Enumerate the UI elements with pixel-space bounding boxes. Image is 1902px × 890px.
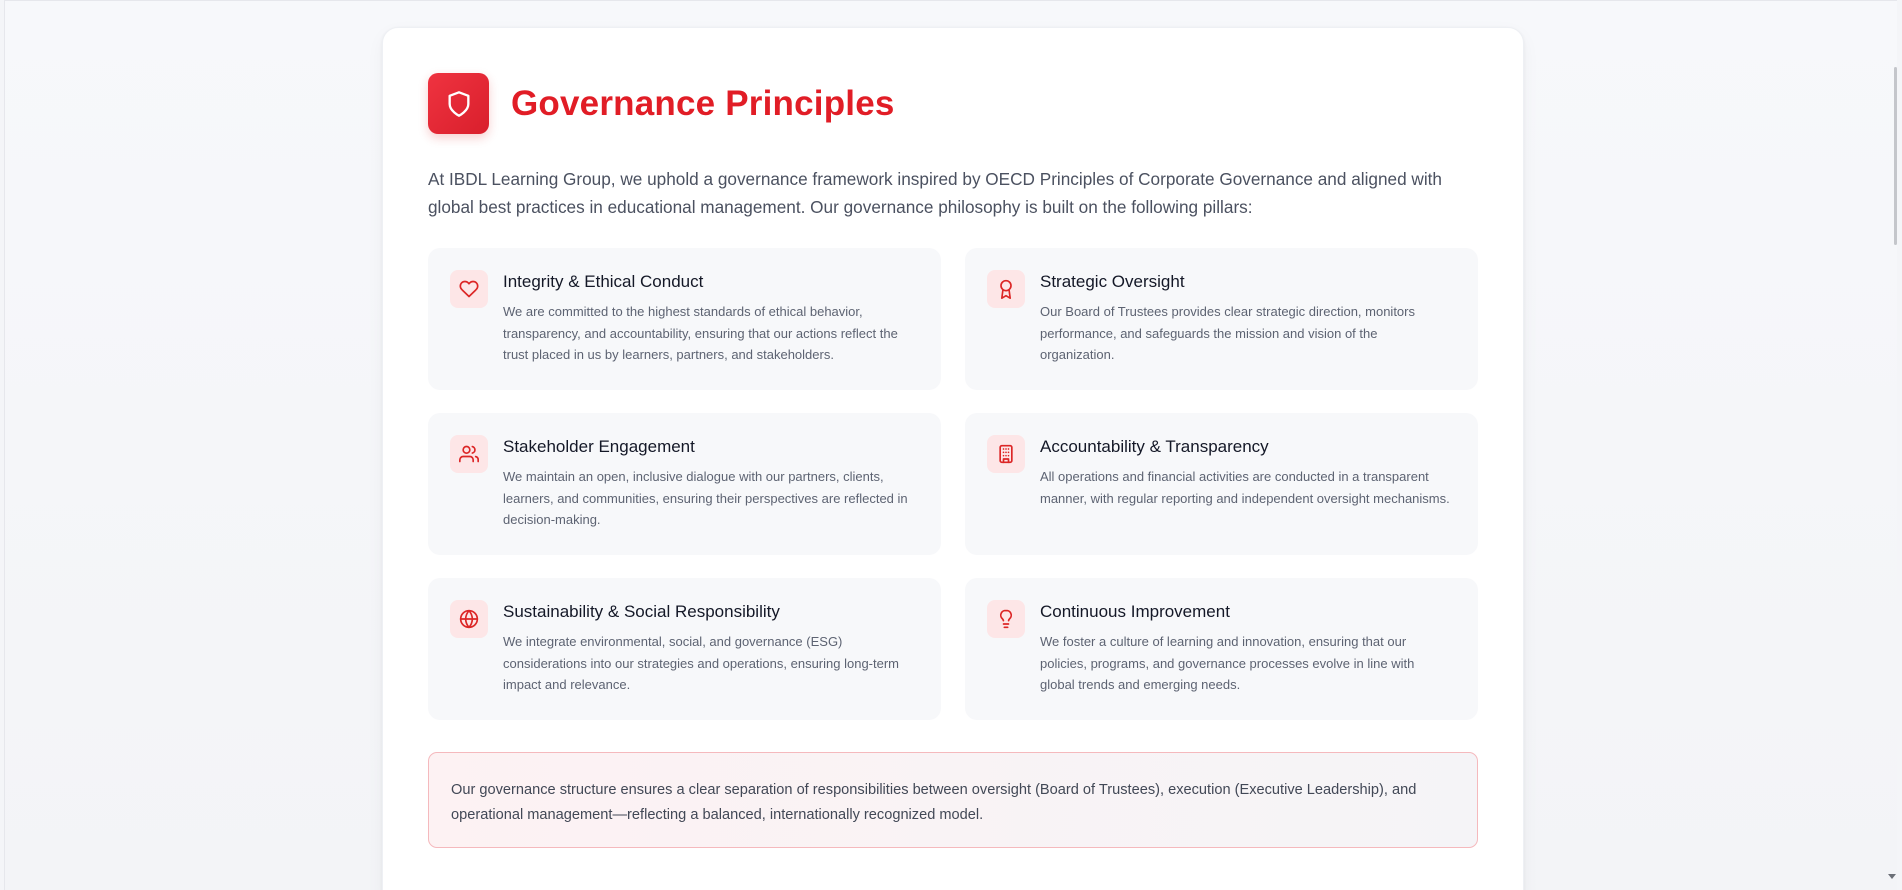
- pillar-card-accountability: [965, 413, 1478, 555]
- pillar-title: Strategic Oversight: [1040, 272, 1185, 291]
- pillar-description: We integrate environmental, social, and governance (ESG) considerations into our strategies and operations, ensuring long-term impact and relevance.: [503, 634, 900, 692]
- shield-icon: [428, 73, 489, 134]
- intro-paragraph: At IBDL Learning Group, we uphold a governance framework inspired by OECD Principles of Corporate Governance and aligned with global best practices in educational management. Our governance philosophy is built on the following pillars:: [428, 169, 1442, 217]
- globe-icon: [450, 600, 488, 638]
- heart-icon: [450, 270, 488, 308]
- pillar-title: Sustainability & Social Responsibility: [503, 602, 780, 621]
- pillar-title: Stakeholder Engagement: [503, 437, 695, 456]
- users-icon: [450, 435, 488, 473]
- governance-card: [382, 27, 1524, 890]
- award-icon: [987, 270, 1025, 308]
- governance-structure-note: Our governance structure ensures a clear separation of responsibilities between oversight (Board of Trustees), execution (Executive Leadership), and operational management—reflecting a balanced, internationally recognized model.: [428, 752, 1478, 848]
- pillar-description: All operations and financial activities are conducted in a transparent manner, with regular reporting and independent oversight mechanisms.: [1040, 469, 1450, 506]
- pillar-card-sustainability: [428, 578, 941, 720]
- section-header: [428, 73, 895, 134]
- pillar-description: We maintain an open, inclusive dialogue with our partners, clients, learners, and communities, ensuring their perspectives are reflected in decision-making.: [503, 469, 908, 527]
- vertical-scrollbar[interactable]: [1892, 1, 1897, 890]
- pillar-card-integrity: [428, 248, 941, 390]
- pillar-description: Our Board of Trustees provides clear strategic direction, monitors performance, and safeguards the mission and vision of the organization.: [1040, 304, 1415, 362]
- pillar-description: We foster a culture of learning and innovation, ensuring that our policies, programs, and governance processes evolve in line with global trends and emerging needs.: [1040, 634, 1415, 692]
- pillar-title: Integrity & Ethical Conduct: [503, 272, 704, 291]
- lightbulb-icon: [987, 600, 1025, 638]
- pillar-card-strategic-oversight: [965, 248, 1478, 390]
- pillar-title: Accountability & Transparency: [1040, 437, 1269, 456]
- building-icon: [987, 435, 1025, 473]
- pillar-card-continuous-improvement: [965, 578, 1478, 720]
- pillar-title: Continuous Improvement: [1040, 602, 1230, 621]
- pillar-description: We are committed to the highest standards of ethical behavior, transparency, and accountability, ensuring that our actions reflect the trust placed in us by learners, partners, and stakeholders.: [503, 304, 898, 362]
- page-title: Governance Principles: [511, 83, 895, 123]
- page-viewport: [4, 0, 1897, 890]
- scrollbar-thumb[interactable]: [1894, 67, 1897, 245]
- pillar-card-stakeholder-engagement: [428, 413, 941, 555]
- pillars-grid: [428, 248, 1478, 720]
- scroll-down-arrow-icon[interactable]: [1888, 874, 1896, 879]
